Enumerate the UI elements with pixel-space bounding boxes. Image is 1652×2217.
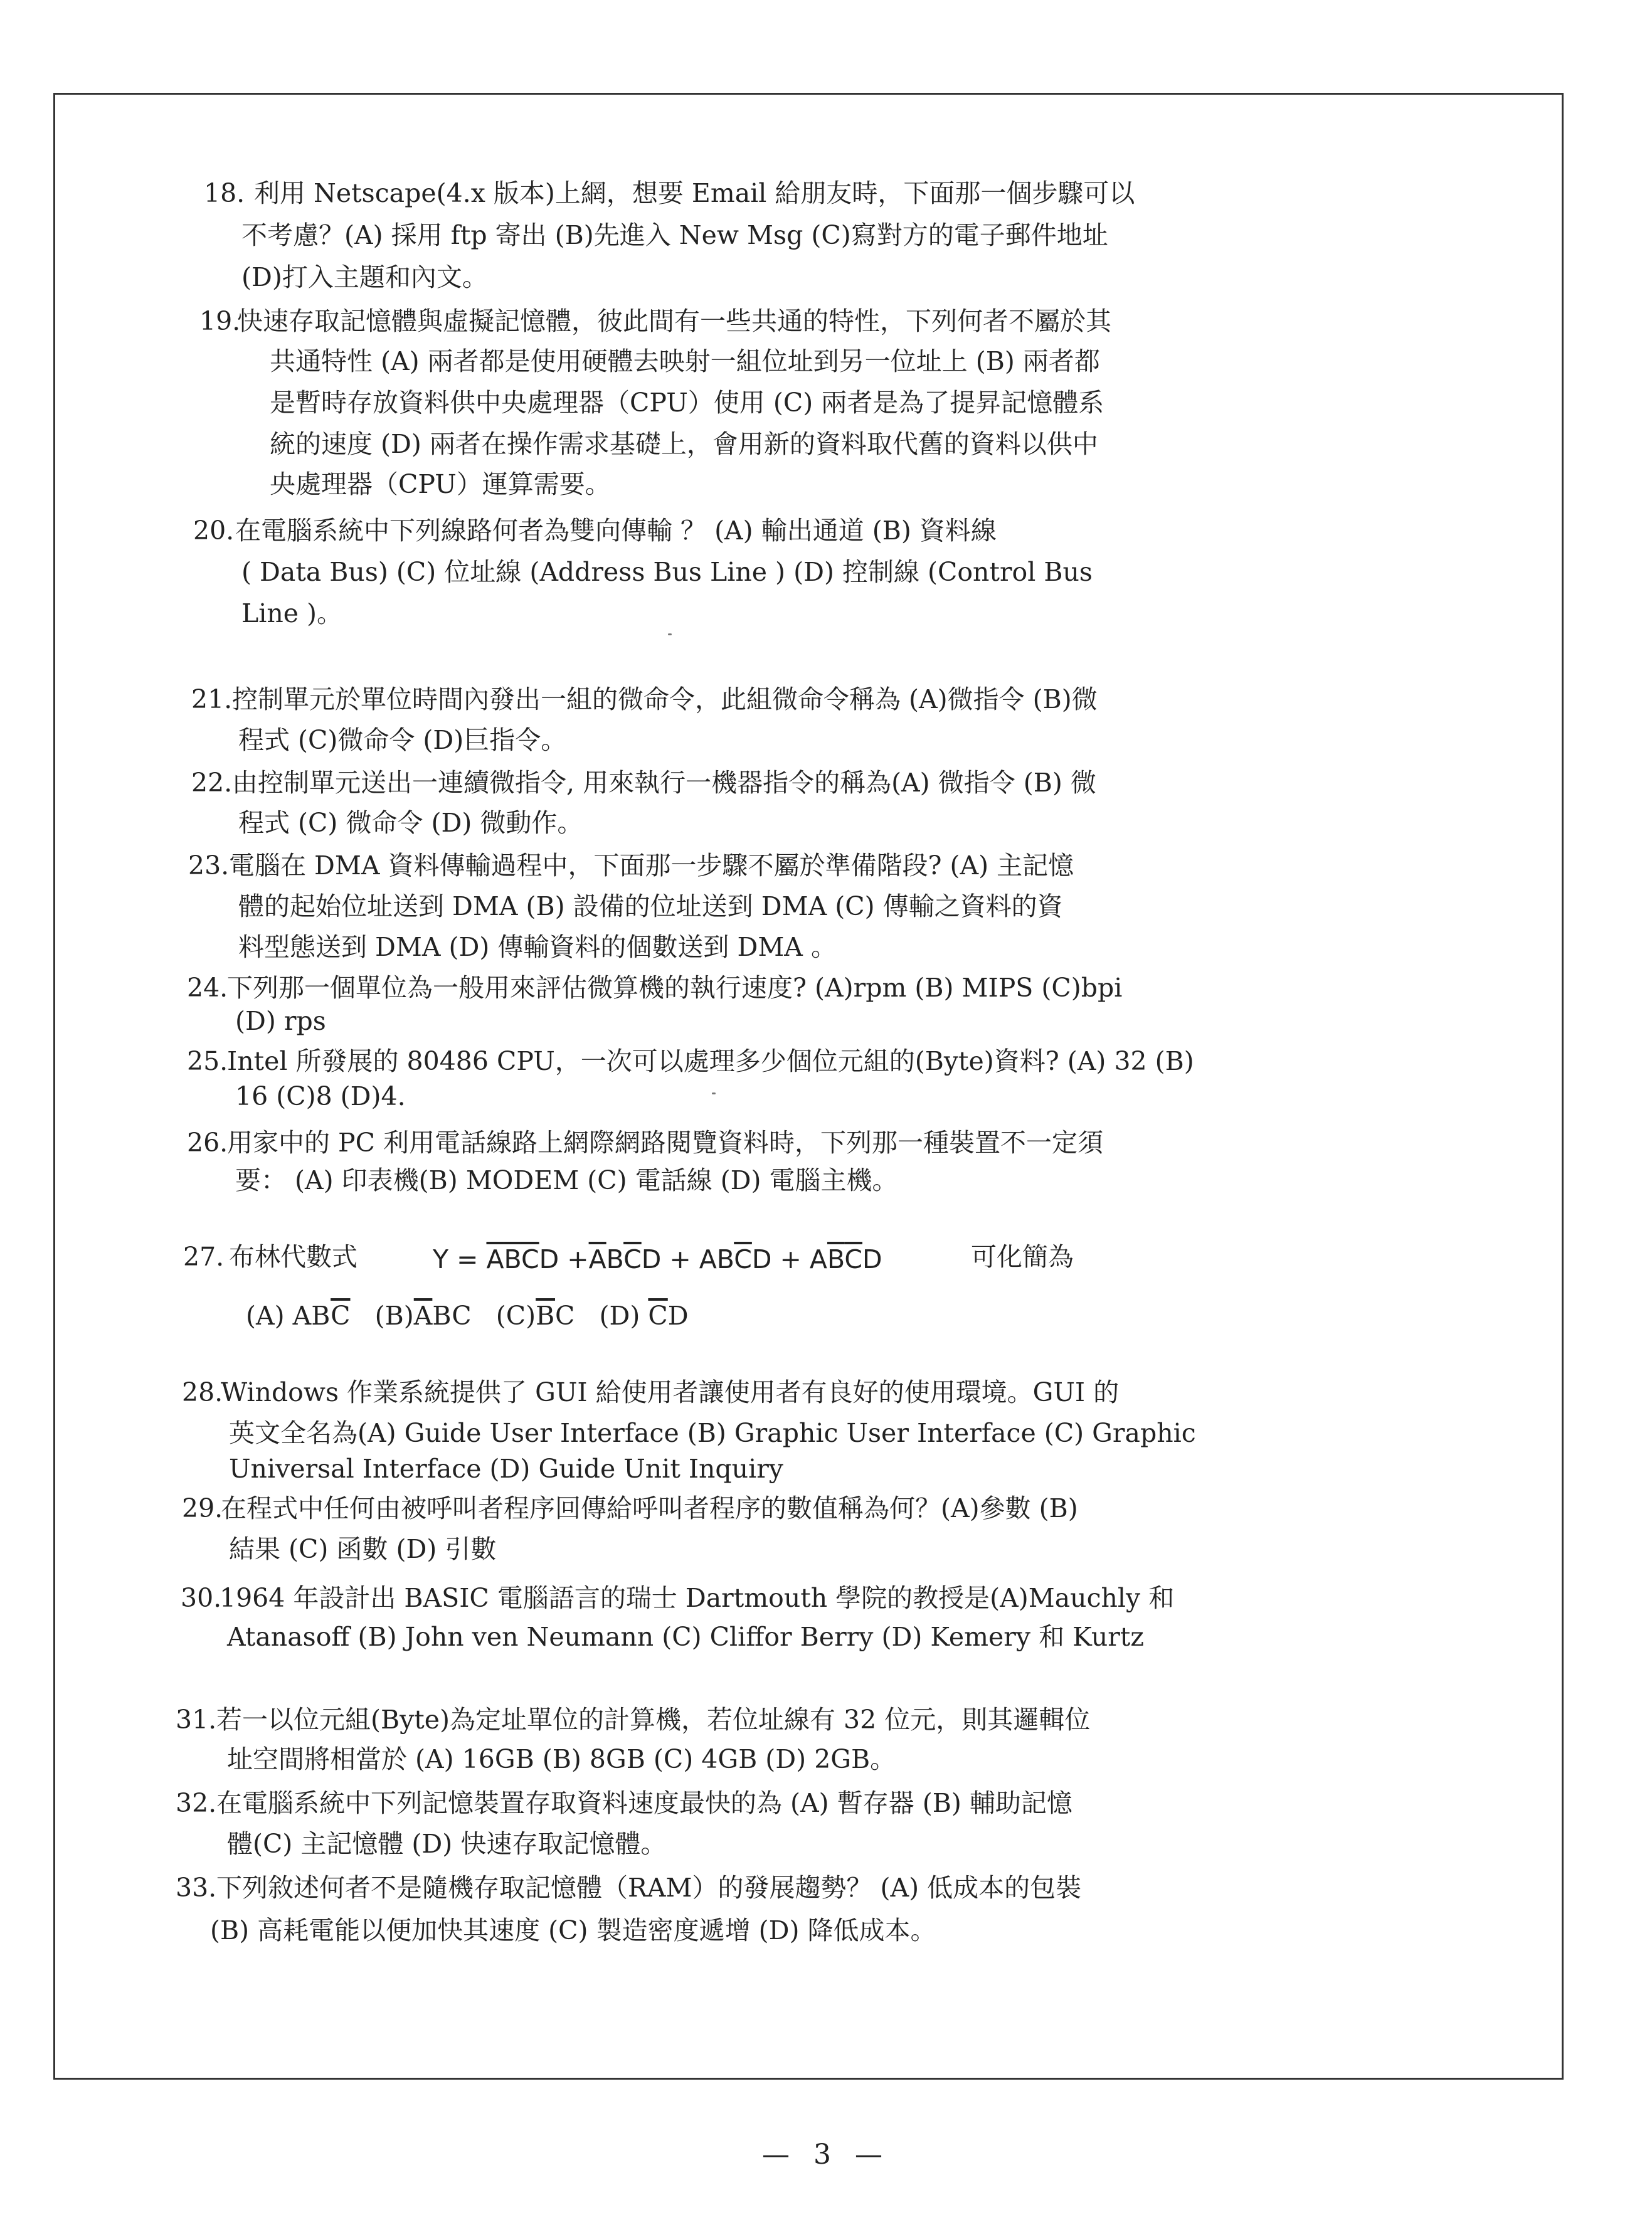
- q28-line-2: 英文全名為(A) Guide User Interface (B) Graphic User Interface (C) Graphic: [229, 1418, 1196, 1448]
- q25-line-1: Intel 所發展的 80486 CPU，一次可以處理多少個位元組的(Byte)資料? (A) 32 (B): [227, 1046, 1194, 1076]
- q21-line-1: 控制單元於單位時間內發出一組的微命令，此組微命令稱為 (A)微指令 (B)微: [232, 684, 1098, 714]
- page-number: — 3 —: [762, 2139, 890, 2171]
- q19-line-3: 是暫時存放資料供中央處理器（CPU）使用 (C) 兩者是為了提昇記憶體系: [270, 388, 1104, 418]
- q28-number: 28.: [182, 1377, 223, 1407]
- q20-line-3: Line )。: [241, 598, 343, 628]
- q23-number: 23.: [188, 850, 230, 881]
- q23-line-1: 電腦在 DMA 資料傳輸過程中，下面那一步驟不屬於準備階段? (A) 主記憶: [229, 850, 1074, 881]
- q27-option-b: $(B)\overline{A}BC$: [374, 1301, 472, 1331]
- q32-number: 32.: [176, 1788, 217, 1818]
- q21-number: 21.: [191, 684, 233, 714]
- q27-option-a: (A) $AB\overline{C}$: [246, 1301, 351, 1331]
- q27-options: [246, 1303, 689, 1329]
- q33-number: 33.: [176, 1873, 217, 1903]
- q21-line-2: 程式 (C)微命令 (D)巨指令。: [238, 725, 567, 755]
- q32-line-2: 體(C) 主記憶體 (D) 快速存取記憶體。: [227, 1829, 667, 1859]
- q24-number: 24.: [187, 973, 228, 1003]
- q32-line-1: 在電腦系統中下列記憶裝置存取資料速度最快的為 (A) 暫存器 (B) 輔助記憶: [216, 1788, 1072, 1818]
- q18-line-2: 不考慮？(A) 採用 ftp 寄出 (B)先進入 New Msg (C)寫對方的電子郵件地址: [241, 220, 1108, 250]
- q27-line-2: 可化簡為: [971, 1242, 1074, 1272]
- q23-line-3: 料型態送到 DMA (D) 傳輸資料的個數送到 DMA 。: [238, 932, 837, 962]
- q22-line-2: 程式 (C) 微命令 (D) 微動作。: [238, 808, 583, 838]
- q24-line-2: (D) rps: [235, 1006, 326, 1036]
- q25-number: 25.: [187, 1046, 228, 1076]
- q27-option-d: (D) $\overline{C}D$: [599, 1301, 689, 1331]
- q30-line-2: Atanasoff (B) John ven Neumann (C) Cliffor Berry (D) Kemery 和 Kurtz: [227, 1622, 1144, 1652]
- scan-speck: [668, 633, 672, 635]
- q20-line-1: 在電腦系統中下列線路何者為雙向傳輸 ？ (A) 輸出通道 (B) 資料線: [235, 516, 997, 546]
- q19-line-4: 統的速度 (D) 兩者在操作需求基礎上，會用新的資料取代舊的資料以供中: [270, 429, 1098, 459]
- q26-line-1: 用家中的 PC 利用電話線路上網際網路閱覽資料時，下列那一種裝置不一定須: [227, 1128, 1104, 1158]
- q26-line-2: 要： (A) 印表機(B) MODEM (C) 電話線 (D) 電腦主機。: [235, 1165, 898, 1195]
- scan-speck: [712, 1093, 716, 1094]
- q27-formula: [433, 1244, 882, 1274]
- q30-number: 30.: [181, 1583, 222, 1613]
- q18-line-1: 利用 Netscape(4.x 版本)上網，想要 Email 給朋友時，下面那一個步驟可以: [254, 178, 1135, 208]
- q27-term-4: $A\overline{B}\overline{C}D$: [809, 1244, 882, 1274]
- q30-line-1: 1964 年設計出 BASIC 電腦語言的瑞士 Dartmouth 學院的教授是(A)Mauchly 和: [220, 1583, 1175, 1613]
- q19-line-1: 快速存取記憶體與虛擬記憶體，彼此間有一些共通的特性，下列何者不屬於其: [237, 306, 1111, 336]
- q20-line-2: ( Data Bus) (C) 位址線 (Address Bus Line ) (D) 控制線 (Control Bus: [241, 557, 1093, 587]
- q31-number: 31.: [176, 1705, 217, 1735]
- q20-number: 20.: [193, 516, 235, 546]
- q27-option-c: $(C)\overline{B}C$: [495, 1301, 575, 1331]
- q19-number: 19.: [199, 306, 241, 336]
- q29-line-2: 結果 (C) 函數 (D) 引數: [229, 1534, 497, 1564]
- q23-line-2: 體的起始位址送到 DMA (B) 設備的位址送到 DMA (C) 傳輸之資料的資: [238, 891, 1063, 921]
- q27-term-3: $AB\overline{C}D$: [699, 1244, 772, 1274]
- q27-term-1-rest: $\overline{B}\overline{C}D$: [504, 1244, 559, 1274]
- q18-line-3: (D)打入主題和內文。: [241, 262, 488, 292]
- q27-op-3: +: [780, 1244, 802, 1274]
- q22-number: 22.: [191, 768, 233, 798]
- q26-number: 26.: [187, 1128, 228, 1158]
- q27-op-2: +: [669, 1244, 691, 1274]
- q28-line-1: Windows 作業系統提供了 GUI 給使用者讓使用者有良好的使用環境。GUI 的: [221, 1377, 1120, 1407]
- q27-term-2: $\overline{A}B\overline{C}D$: [588, 1244, 662, 1274]
- q27-lhs: Y =: [433, 1244, 479, 1274]
- q27-op-1: +: [567, 1244, 589, 1274]
- q18-number: 18.: [204, 178, 245, 208]
- q31-line-2: 址空間將相當於 (A) 16GB (B) 8GB (C) 4GB (D) 2GB。: [227, 1744, 896, 1774]
- q29-number: 29.: [182, 1493, 223, 1523]
- q24-line-1: 下列那一個單位為一般用來評估微算機的執行速度? (A)rpm (B) MIPS (C)bpi: [227, 973, 1123, 1003]
- q29-line-1: 在程式中任何由被呼叫者程序回傳給呼叫者程序的數值稱為何？(A)參數 (B): [221, 1493, 1078, 1523]
- q27-number: 27.: [183, 1242, 225, 1272]
- q28-line-3: Universal Interface (D) Guide Unit Inquiry: [229, 1454, 783, 1484]
- q31-line-1: 若一以位元組(Byte)為定址單位的計算機，若位址線有 32 位元，則其邏輯位: [216, 1705, 1091, 1735]
- q19-line-2: 共通特性 (A) 兩者都是使用硬體去映射一組位址到另一位址上 (B) 兩者都: [270, 346, 1100, 376]
- q22-line-1: 由控制單元送出一連續微指令, 用來執行一機器指令的稱為(A) 微指令 (B) 微: [232, 768, 1096, 798]
- q27-term-1: $\overline{A}\overline{B}\overline{C}D$: [486, 1244, 559, 1274]
- q19-line-5: 央處理器（CPU）運算需要。: [270, 469, 611, 499]
- q33-line-1: 下列敘述何者不是隨機存取記憶體（RAM）的發展趨勢？ (A) 低成本的包裝: [216, 1873, 1082, 1903]
- q27-line-1: 布林代數式: [229, 1242, 357, 1272]
- q33-line-2: (B) 高耗電能以便加快其速度 (C) 製造密度遞增 (D) 降低成本。: [210, 1915, 936, 1945]
- q25-line-2: 16 (C)8 (D)4.: [235, 1081, 406, 1111]
